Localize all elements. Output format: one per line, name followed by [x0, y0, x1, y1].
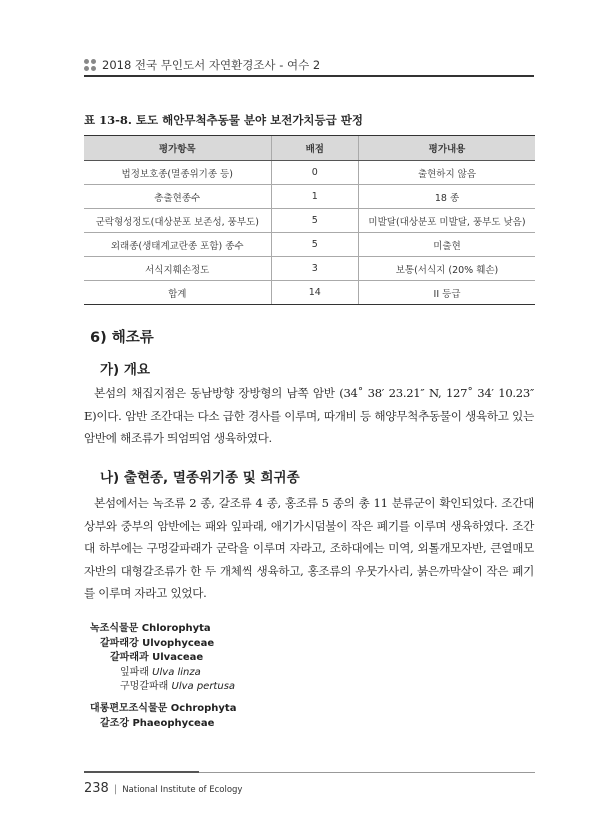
taxon-korean-name: 대롱편모조식물문: [90, 703, 168, 714]
table-cell: 출현하지 않음: [359, 161, 535, 185]
subsection-heading-species: 나) 출현종, 멸종위기종 및 희귀종: [100, 470, 300, 486]
taxon-scientific-name: Ulva pertusa: [171, 681, 236, 692]
table-row: [84, 233, 535, 257]
table-header-cell: 평가내용: [359, 136, 535, 161]
table-row-total: [84, 281, 535, 305]
taxon-class: [90, 717, 236, 732]
taxon-scientific-name: Ochrophyta: [170, 703, 237, 714]
section-heading: 6) 해조류: [90, 330, 154, 346]
table-cell: 14: [271, 281, 359, 305]
table-cell: 미출현: [359, 233, 535, 257]
table-cell: 18 종: [359, 185, 535, 209]
table-cell: 서식지훼손정도: [84, 257, 271, 281]
taxon-korean-name: 잎파래: [120, 666, 149, 678]
table-row: [84, 185, 535, 209]
taxon-scientific-name: Phaeophyceae: [132, 717, 215, 729]
header-dots-icon: [84, 59, 96, 71]
table-cell: 군락형성정도(대상분포 보존성, 풍부도): [84, 209, 271, 233]
taxon-scientific-name: Chlorophyta: [141, 623, 211, 634]
taxon-scientific-name: Ulva linza: [152, 666, 201, 678]
table-cell: 합계: [84, 281, 271, 305]
header-title: 2018 전국 무인도서 자연환경조사 - 여수 2: [102, 58, 321, 72]
taxonomy-list-green-algae: [90, 622, 235, 695]
species-paragraph: 본섬에서는 녹조류 2 종, 갈조류 4 종, 홍조류 5 종의 총 11 분류군이 확인되었다. 조간대 상부와 중부의 암반에는 패와 잎파래, 애기가시덤불이 작은 폐기를 이루며 생육하였다. 조간대 하부에는 구멍갈파래가 군락을 이루며 자라고, 조하대에는 미역, 외톨개모자반, 큰열매모자반의 대형갈조류가 한 두 개체씩 생육하고, 홍조류의 우뭇가사리, 붉은까막살이 작은 폐기를 이루며 자라고 있었다.: [84, 496, 534, 600]
footer-institution: National Institute of Ecology: [122, 785, 243, 795]
table-row: [84, 161, 535, 185]
table-cell: 보통(서식지 (20% 훼손): [359, 257, 535, 281]
table-cell: 1: [271, 185, 359, 209]
taxon-family: [90, 651, 235, 666]
table-header-cell: 배점: [271, 136, 359, 161]
running-footer: [84, 781, 242, 796]
overview-paragraph: 본섬의 채집지점은 동남방향 장방형의 남쪽 암반 (34˚ 38′ 23.21″ N, 127˚ 34′ 10.23″ E)이다. 암반 조간대는 다소 급한 경사를 이루며, 따개비 등 해양무척추동물이 생육하고 있는 암반에 해조류가 띄엄띄엄 생육하였다.: [84, 386, 534, 445]
table-header-cell: 평가항목: [84, 136, 271, 161]
taxon-species: [90, 680, 235, 695]
table-row: [84, 209, 535, 233]
evaluation-table: [84, 135, 535, 305]
taxon-korean-name: 녹조식물문: [90, 623, 139, 634]
table-header-row: [84, 136, 535, 161]
footer-rule-thin: [199, 772, 535, 773]
table-cell: II 등급: [359, 281, 535, 305]
table-cell: 법정보호종(멸종위기종 등): [84, 161, 271, 185]
table-cell: 0: [271, 161, 359, 185]
footer-rule: [84, 771, 199, 773]
subsection-heading-overview: 가) 개요: [100, 362, 150, 378]
taxon-korean-name: 갈조강: [100, 717, 129, 729]
footer-separator: |: [113, 784, 118, 795]
taxon-class: [90, 637, 235, 652]
taxon-scientific-name: Ulvophyceae: [142, 637, 215, 649]
table-cell: 5: [271, 209, 359, 233]
taxon-phylum: [90, 702, 236, 717]
table-cell: 외래종(생태계교란종 포함) 종수: [84, 233, 271, 257]
table-cell: 5: [271, 233, 359, 257]
page-number: 238: [84, 781, 109, 796]
table-row: [84, 257, 535, 281]
taxonomy-list-brown-algae: [90, 702, 236, 731]
table-caption: 표 13-8. 토도 해안무척추동물 분야 보전가치등급 판정: [84, 113, 363, 127]
taxon-korean-name: 갈파래강: [100, 637, 139, 649]
taxon-korean-name: 갈파래과: [110, 652, 149, 663]
taxon-scientific-name: Ulvaceae: [152, 652, 204, 663]
taxon-species: [90, 666, 235, 681]
taxon-korean-name: 구멍갈파래: [120, 681, 169, 692]
table-cell: 미발달(대상분포 미발달, 풍부도 낮음): [359, 209, 535, 233]
table-cell: 3: [271, 257, 359, 281]
running-header: [84, 57, 534, 73]
table-cell: 총출현종수: [84, 185, 271, 209]
taxon-phylum: [90, 622, 235, 637]
header-rule: [84, 75, 534, 77]
